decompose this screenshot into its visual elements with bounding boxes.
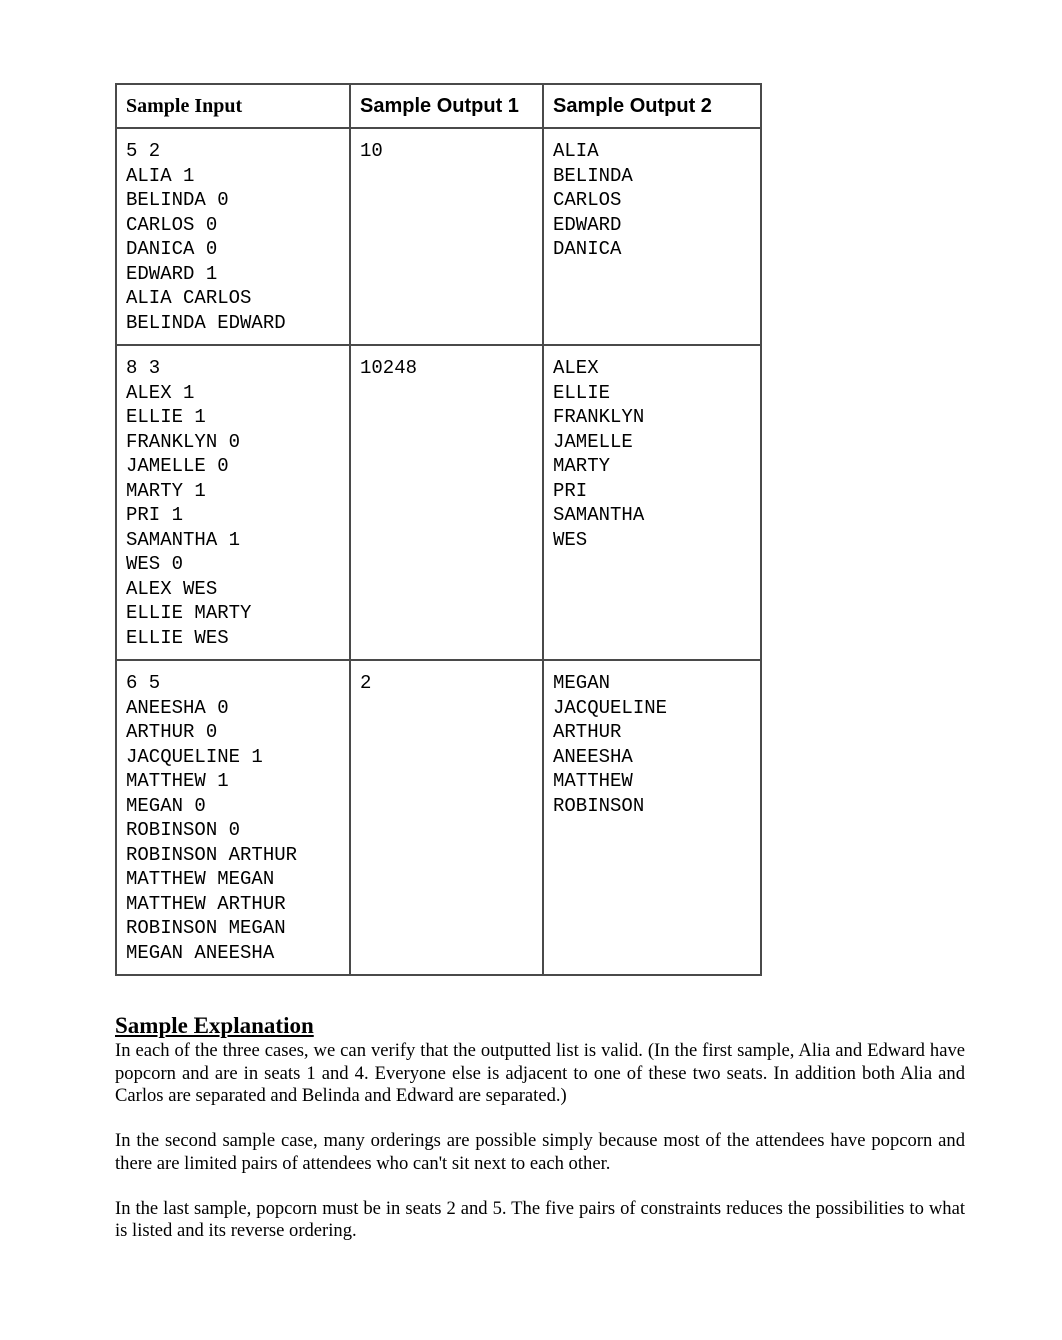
code-line: MEGAN 0 (126, 794, 206, 817)
sample-output-1-cell (350, 128, 543, 345)
code-line: MATTHEW (553, 770, 633, 792)
code-line: ALEX WES (126, 577, 218, 600)
code-line: ALIA (553, 140, 599, 162)
sample-input-cell (116, 660, 350, 975)
explanation-paragraph: In each of the three cases, we can verify that the outputted list is valid. (In the first sample, Alia and Edward have popcorn and are in seats 1 and 4. Everyone else is adjacent to one of these two seats. In addition both Alia and Carlos are separated and Belinda and Edward are separated.) (115, 1040, 965, 1106)
code-line: 2 (360, 672, 372, 694)
code-line: SAMANTHA 1 (126, 528, 241, 551)
code-line: 8 3 (126, 357, 161, 379)
sample-input-cell (116, 345, 350, 660)
code-line: PRI (553, 479, 588, 502)
code-line: DANICA 0 (126, 238, 218, 260)
code-line: JAMELLE (553, 430, 633, 453)
code-line: 6 5 (126, 672, 161, 694)
code-line: ALIA CARLOS (126, 287, 252, 309)
code-line: 10 (360, 140, 383, 162)
code-line: ALIA 1 (126, 164, 195, 187)
code-line: CARLOS (553, 189, 622, 211)
sample-explanation-section (115, 1012, 965, 1265)
code-line: MATTHEW MEGAN (126, 868, 275, 890)
code-line: ROBINSON MEGAN (126, 917, 286, 939)
header-sample-output-1: Sample Output 1 (350, 84, 543, 128)
code-line: JACQUELINE (553, 696, 668, 719)
code-line: WES (553, 528, 588, 551)
code-line: SAMANTHA (553, 504, 645, 526)
code-line: MATTHEW ARTHUR (126, 892, 286, 915)
sample-input-cell (116, 128, 350, 345)
code-line: ROBINSON (553, 794, 645, 817)
code-line: FRANKLYN 0 (126, 430, 241, 453)
code-line: PRI 1 (126, 504, 184, 526)
code-line: ELLIE WES (126, 626, 229, 649)
code-line: ELLIE (553, 381, 611, 404)
code-line: EDWARD (553, 213, 622, 236)
code-line: EDWARD 1 (126, 262, 218, 285)
code-line: ELLIE 1 (126, 406, 206, 428)
code-line: MEGAN ANEESHA (126, 941, 275, 964)
explanation-paragraph: In the second sample case, many orderings are possible simply because most of the attendees have popcorn and there are limited pairs of attendees who can't sit next to each other. (115, 1130, 965, 1174)
code-line: 10248 (360, 357, 418, 379)
code-line: BELINDA 0 (126, 189, 229, 211)
table-row (116, 128, 761, 345)
code-line: MEGAN (553, 672, 611, 694)
sample-output-1-cell (350, 345, 543, 660)
header-row (116, 84, 761, 128)
code-line: ROBINSON 0 (126, 819, 241, 841)
sample-output-2-cell (543, 345, 761, 660)
code-line: BELINDA (553, 164, 633, 187)
code-line: DANICA (553, 238, 622, 260)
code-line: CARLOS 0 (126, 213, 218, 236)
samples-table (115, 83, 762, 976)
sample-output-2-cell (543, 660, 761, 975)
code-line: 5 2 (126, 140, 161, 162)
code-line: ANEESHA (553, 745, 633, 768)
header-sample-output-2: Sample Output 2 (543, 84, 761, 128)
code-line: MARTY 1 (126, 479, 206, 502)
explanation-paragraph: In the last sample, popcorn must be in seats 2 and 5. The five pairs of constraints reduces the possibilities to what is listed and its reverse ordering. (115, 1197, 965, 1241)
code-line: FRANKLYN (553, 406, 645, 428)
code-line: JACQUELINE 1 (126, 745, 263, 768)
code-line: ANEESHA 0 (126, 696, 229, 719)
code-line: ARTHUR 0 (126, 721, 218, 743)
code-line: WES 0 (126, 553, 184, 575)
code-line: ARTHUR (553, 721, 622, 743)
code-line: ALEX (553, 357, 599, 379)
code-line: JAMELLE 0 (126, 455, 229, 477)
code-line: BELINDA EDWARD (126, 311, 286, 334)
code-line: ELLIE MARTY (126, 602, 252, 624)
code-line: MARTY (553, 455, 611, 477)
table-row (116, 345, 761, 660)
header-sample-input: Sample Input (116, 84, 350, 128)
sample-output-1-cell (350, 660, 543, 975)
section-title: Sample Explanation (115, 1013, 314, 1038)
table-row (116, 660, 761, 975)
code-line: MATTHEW 1 (126, 770, 229, 792)
code-line: ROBINSON ARTHUR (126, 843, 298, 866)
sample-output-2-cell (543, 128, 761, 345)
code-line: ALEX 1 (126, 381, 195, 404)
